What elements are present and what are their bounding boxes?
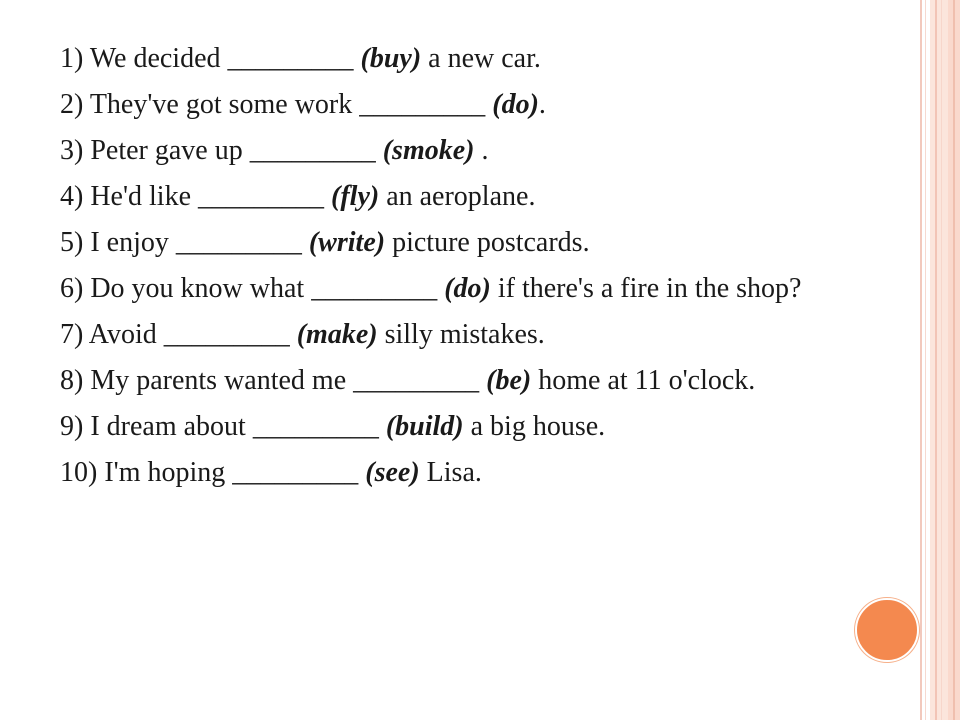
- answer-blank: _________: [359, 89, 486, 120]
- answer-blank: _________: [311, 273, 438, 304]
- answer-blank: _________: [227, 43, 354, 74]
- item-number: 10): [60, 457, 98, 488]
- exercise-item: [60, 408, 840, 446]
- verb-hint: (write): [308, 227, 386, 258]
- exercise-list: [60, 40, 840, 500]
- item-text-before: Peter gave up: [90, 135, 243, 166]
- exercise-item: [60, 362, 840, 400]
- item-text-before: We decided: [89, 43, 221, 74]
- verb-hint: (do): [492, 89, 539, 120]
- exercise-item: [60, 178, 840, 216]
- answer-blank: _________: [353, 365, 480, 396]
- item-number: 6): [60, 273, 84, 304]
- verb-hint: (make): [296, 319, 378, 350]
- exercise-item: [60, 86, 840, 124]
- exercise-item: [60, 40, 840, 78]
- exercise-item: [60, 316, 840, 354]
- answer-blank: _________: [163, 319, 290, 350]
- item-text-before: Avoid: [88, 319, 157, 350]
- item-text-after: a big house.: [470, 411, 606, 442]
- verb-hint: (smoke): [382, 135, 475, 166]
- item-number: 4): [60, 181, 84, 212]
- verb-hint: (see): [365, 457, 420, 488]
- item-text-after: Lisa.: [426, 457, 482, 488]
- answer-blank: _________: [232, 457, 359, 488]
- answer-blank: _________: [175, 227, 302, 258]
- exercise-item: [60, 454, 840, 492]
- item-text-before: Do you know what: [90, 273, 305, 304]
- item-number: 7): [60, 319, 84, 350]
- item-text-before: They've got some work: [89, 89, 353, 120]
- item-number: 5): [60, 227, 84, 258]
- exercise-item: [60, 132, 840, 170]
- item-text-before: I enjoy: [90, 227, 169, 258]
- answer-blank: _________: [198, 181, 325, 212]
- item-text-after: if there's a fire in the shop?: [497, 273, 802, 304]
- exercise-item: [60, 224, 840, 262]
- item-text-before: He'd like: [90, 181, 192, 212]
- exercise-item: [60, 270, 840, 308]
- item-text-after: .: [538, 89, 546, 120]
- answer-blank: _________: [252, 411, 379, 442]
- item-text-before: I dream about: [90, 411, 246, 442]
- item-number: 9): [60, 411, 84, 442]
- answer-blank: _________: [249, 135, 376, 166]
- item-text-after: home at 11 o'clock.: [538, 365, 756, 396]
- verb-hint: (buy): [360, 43, 422, 74]
- side-stripe: [925, 0, 926, 720]
- item-text-before: I'm hoping: [104, 457, 226, 488]
- item-text-after: picture postcards.: [392, 227, 590, 258]
- item-text-after: an aeroplane.: [386, 181, 536, 212]
- orange-circle-decoration: [855, 598, 919, 662]
- item-number: 8): [60, 365, 84, 396]
- side-stripe: [935, 0, 937, 720]
- verb-hint: (build): [385, 411, 464, 442]
- item-text-before: My parents wanted me: [90, 365, 347, 396]
- item-text-after: a new car.: [428, 43, 541, 74]
- side-stripe: [953, 0, 955, 720]
- verb-hint: (do): [444, 273, 491, 304]
- item-text-after: .: [481, 135, 489, 166]
- item-number: 3): [60, 135, 84, 166]
- side-stripe: [920, 0, 922, 720]
- item-text-after: silly mistakes.: [384, 319, 545, 350]
- verb-hint: (fly): [331, 181, 380, 212]
- verb-hint: (be): [486, 365, 532, 396]
- item-number: 2): [60, 89, 84, 120]
- item-number: 1): [60, 43, 84, 74]
- side-stripe: [941, 0, 942, 720]
